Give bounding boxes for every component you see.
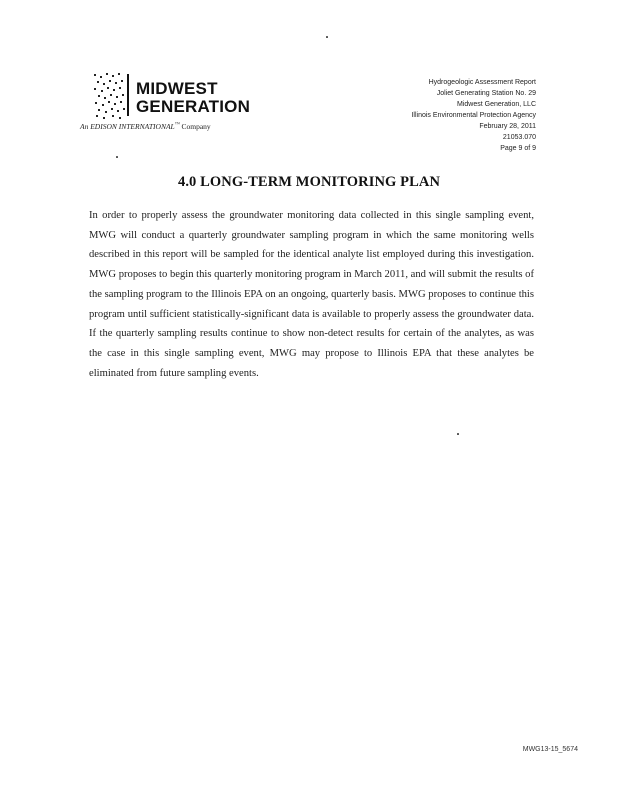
header-line-station: Joliet Generating Station No. 29 xyxy=(436,90,536,97)
company-logo xyxy=(80,70,250,135)
header-line-project-number: 21053.070 xyxy=(502,134,536,141)
document-bates-number: MWG13-15_5674 xyxy=(522,746,578,753)
logo-tagline-suffix: Company xyxy=(181,122,211,131)
logo-divider xyxy=(127,74,129,116)
logo-tagline: An EDISON INTERNATIONAL™ Company xyxy=(80,122,211,131)
report-header-info xyxy=(411,77,536,154)
header-line-date: February 28, 2011 xyxy=(479,123,536,130)
header-line-report-title: Hydrogeologic Assessment Report xyxy=(428,79,536,86)
scan-speck xyxy=(326,36,328,38)
section-paragraph: In order to properly assess the groundwater monitoring data collected in this single sampling event, MWG will conduct a quarterly groundwater sampling program in which the same monitoring wells described in this report will be sampled for the identical analyte list employed during this investigation. MWG proposes to begin this quarterly monitoring program in March 2011, and will submit the results of the sampling program to the Illinois EPA on an ongoing, quarterly basis. MWG proposes to continue this program until sufficient statistically-significant data is available to properly assess the groundwater data. If the quarterly sampling results continue to show non-detect results for certain of the analytes, as was the case in this single sampling event, MWG may propose to Illinois EPA that these analytes be eliminated from future sampling events. xyxy=(89,210,534,379)
logo-mark-icon xyxy=(92,72,126,120)
section-title: 4.0 LONG-TERM MONITORING PLAN xyxy=(177,174,441,190)
scan-speck xyxy=(116,156,118,158)
header-line-agency: Illinois Environmental Protection Agency xyxy=(411,112,536,119)
logo-name-line1: MIDWEST xyxy=(136,79,218,98)
header-line-page-number: Page 9 of 9 xyxy=(500,145,536,152)
header-line-company: Midwest Generation, LLC xyxy=(457,101,536,108)
scan-speck xyxy=(457,433,459,435)
logo-name-line2: GENERATION xyxy=(136,97,251,116)
logo-tagline-main: An EDISON INTERNATIONAL xyxy=(80,122,175,131)
